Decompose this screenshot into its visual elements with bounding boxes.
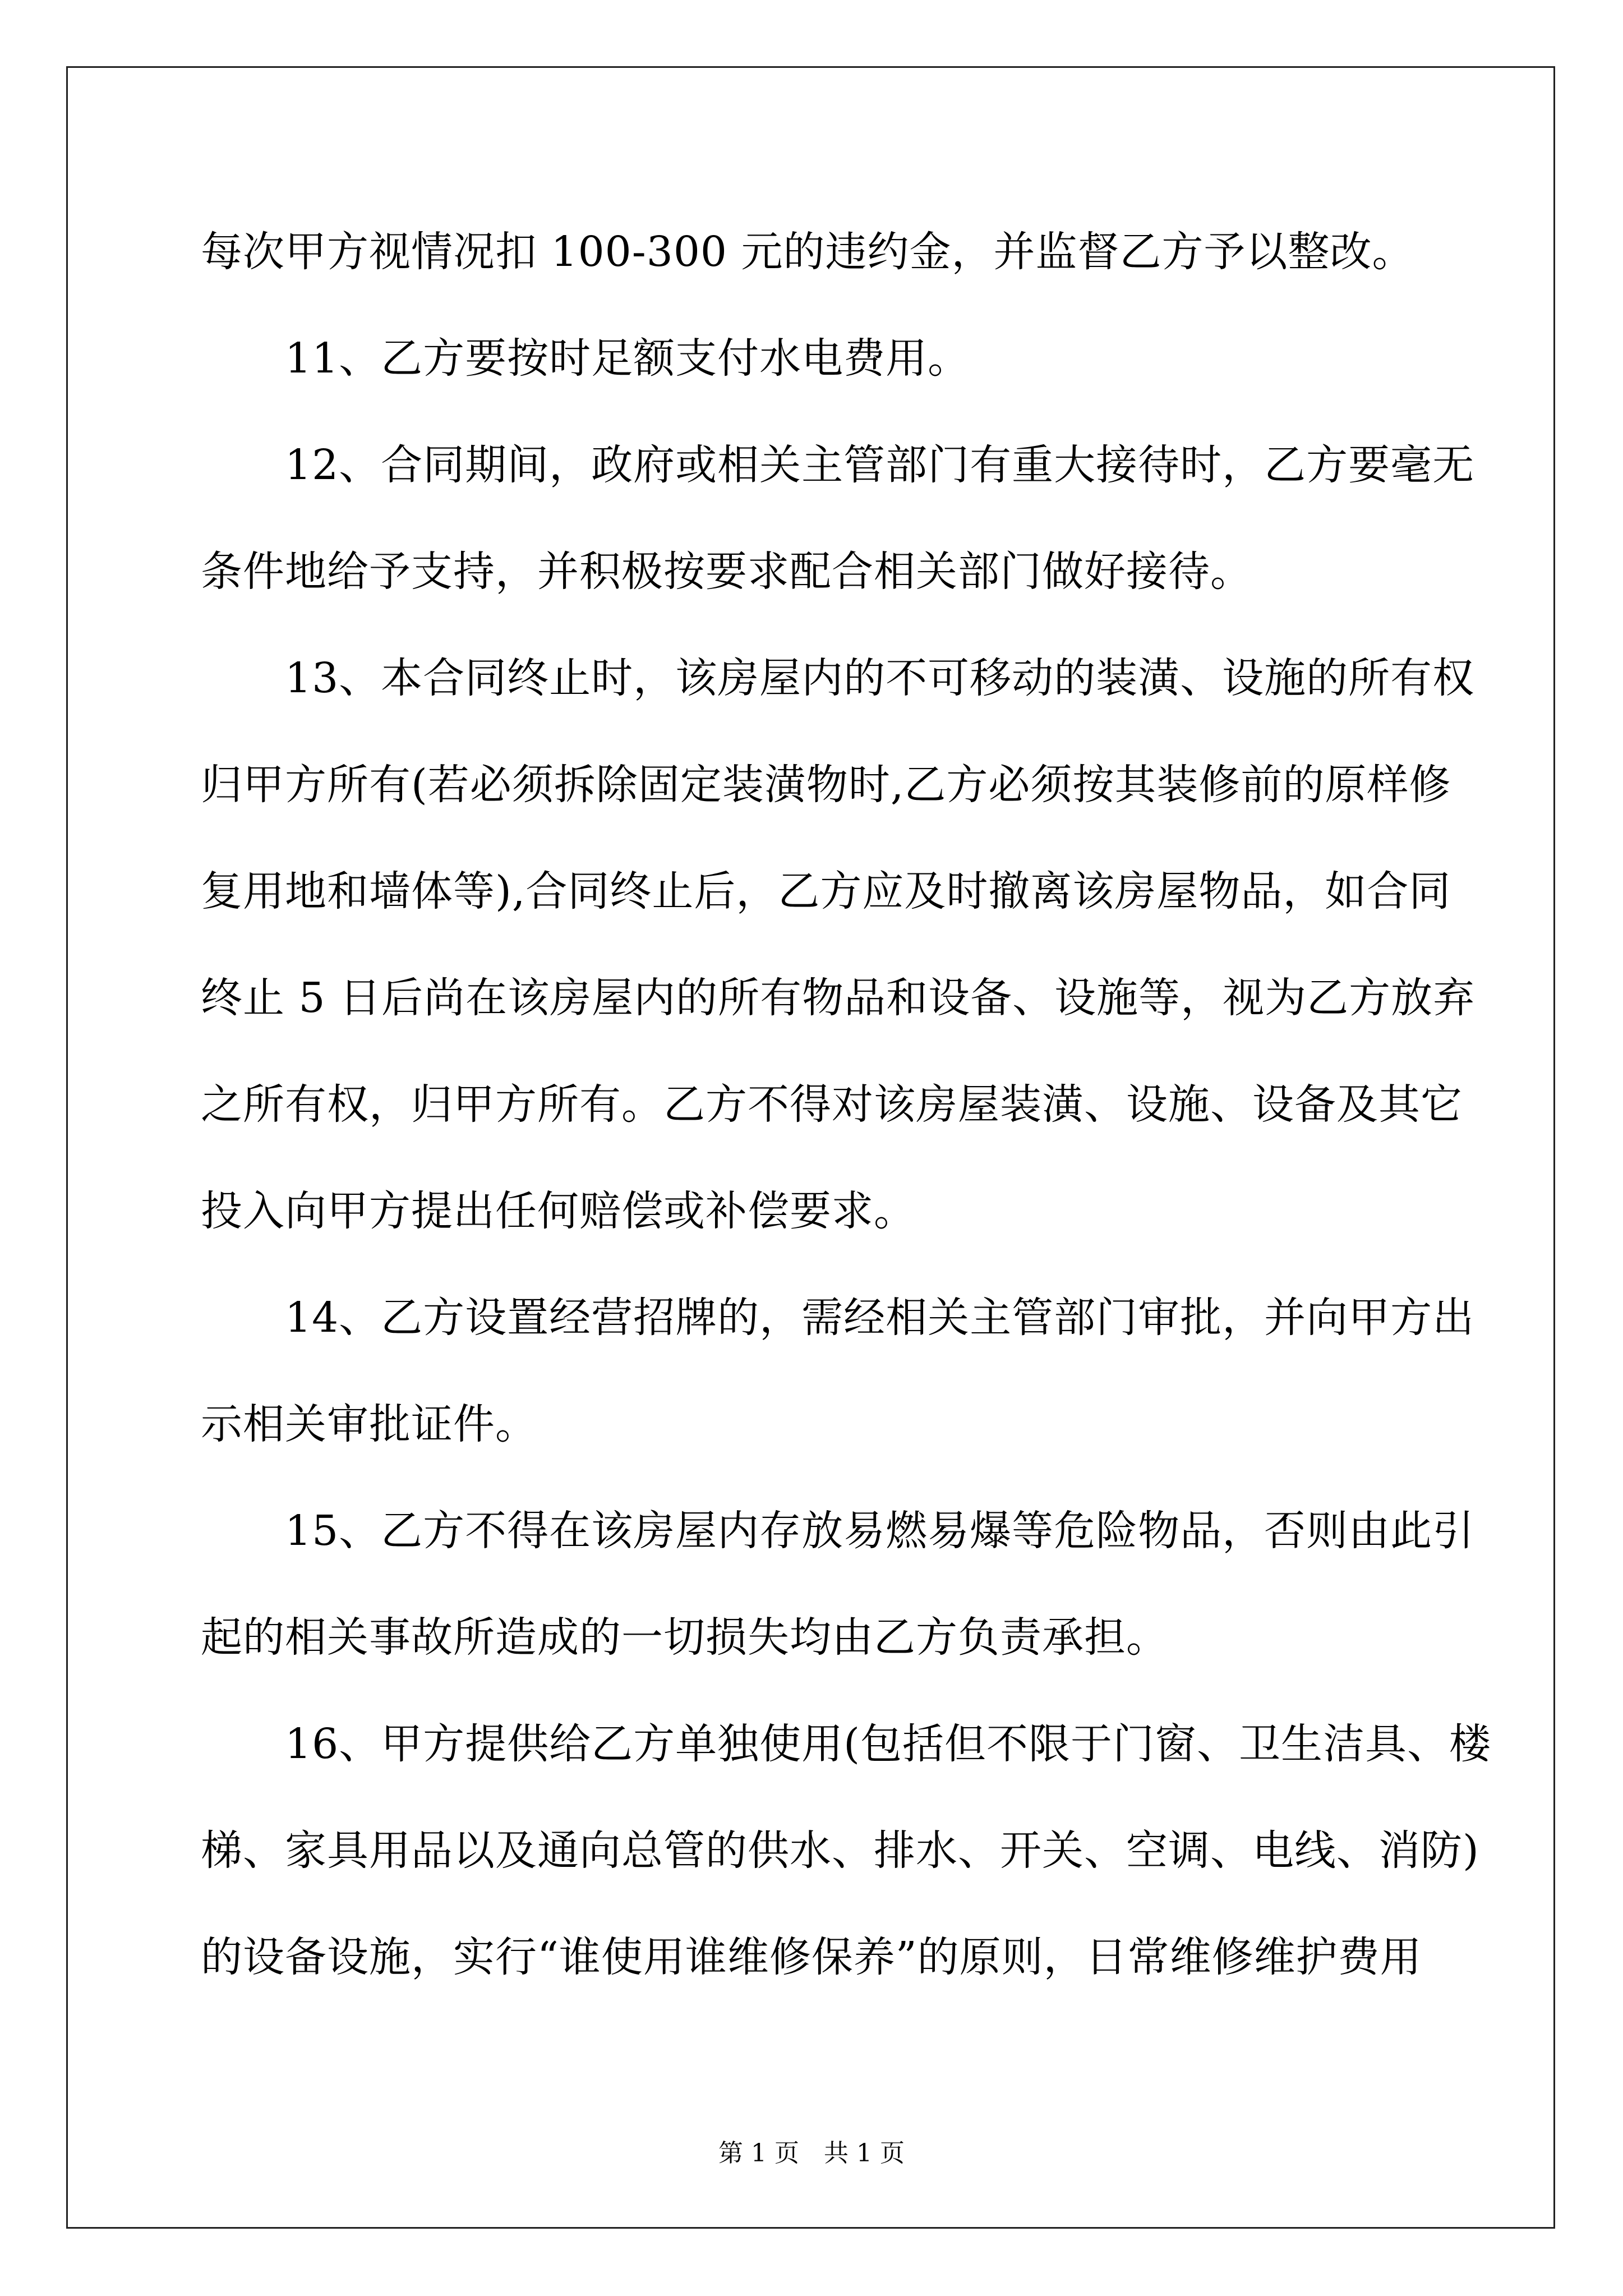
- text-line: 每次甲方视情况扣 100-300 元的违约金，并监督乙方予以整改。: [201, 228, 1414, 276]
- text-line: 起的相关事故所造成的一切损失均由乙方负责承担。: [201, 1613, 1168, 1662]
- text-line: 投入向甲方提出任何赔偿或补偿要求。: [201, 1187, 916, 1235]
- text-line: 归甲方所有(若必须拆除固定装潢物时,乙方必须按其装修前的原样修: [201, 761, 1451, 809]
- text-line: 之所有权，归甲方所有。乙方不得对该房屋装潢、设施、设备及其它: [201, 1080, 1463, 1129]
- text-line: 13、本合同终止时，该房屋内的不可移动的装潢、设施的所有权: [201, 654, 1475, 702]
- page-border: [66, 66, 1555, 2229]
- text-line: 示相关审批证件。: [201, 1400, 537, 1448]
- text-line: 15、乙方不得在该房屋内存放易燃易爆等危险物品，否则由此引: [201, 1507, 1475, 1555]
- page-number-footer: 第 1 页 共 1 页: [718, 2139, 905, 2168]
- text-line: 复用地和墙体等),合同终止后，乙方应及时撤离该房屋物品，如合同: [201, 867, 1451, 915]
- text-line: 16、甲方提供给乙方单独使用(包括但不限于门窗、卫生洁具、楼: [201, 1720, 1492, 1768]
- text-line: 终止 5 日后尚在该房屋内的所有物品和设备、设施等，视为乙方放弃: [201, 974, 1476, 1022]
- text-line: 条件地给予支持，并积极按要求配合相关部门做好接待。: [201, 547, 1252, 596]
- text-line: 梯、家具用品以及通向总管的供水、排水、开关、空调、电线、消防): [201, 1826, 1479, 1875]
- text-line: 12、合同期间，政府或相关主管部门有重大接待时，乙方要毫无: [201, 441, 1475, 489]
- text-line: 的设备设施，实行“谁使用谁维修保养”的原则，日常维修维护费用: [201, 1933, 1422, 1981]
- text-line: 14、乙方设置经营招牌的，需经相关主管部门审批，并向甲方出: [201, 1294, 1475, 1342]
- text-line: 11、乙方要按时足额支付水电费用。: [201, 334, 970, 383]
